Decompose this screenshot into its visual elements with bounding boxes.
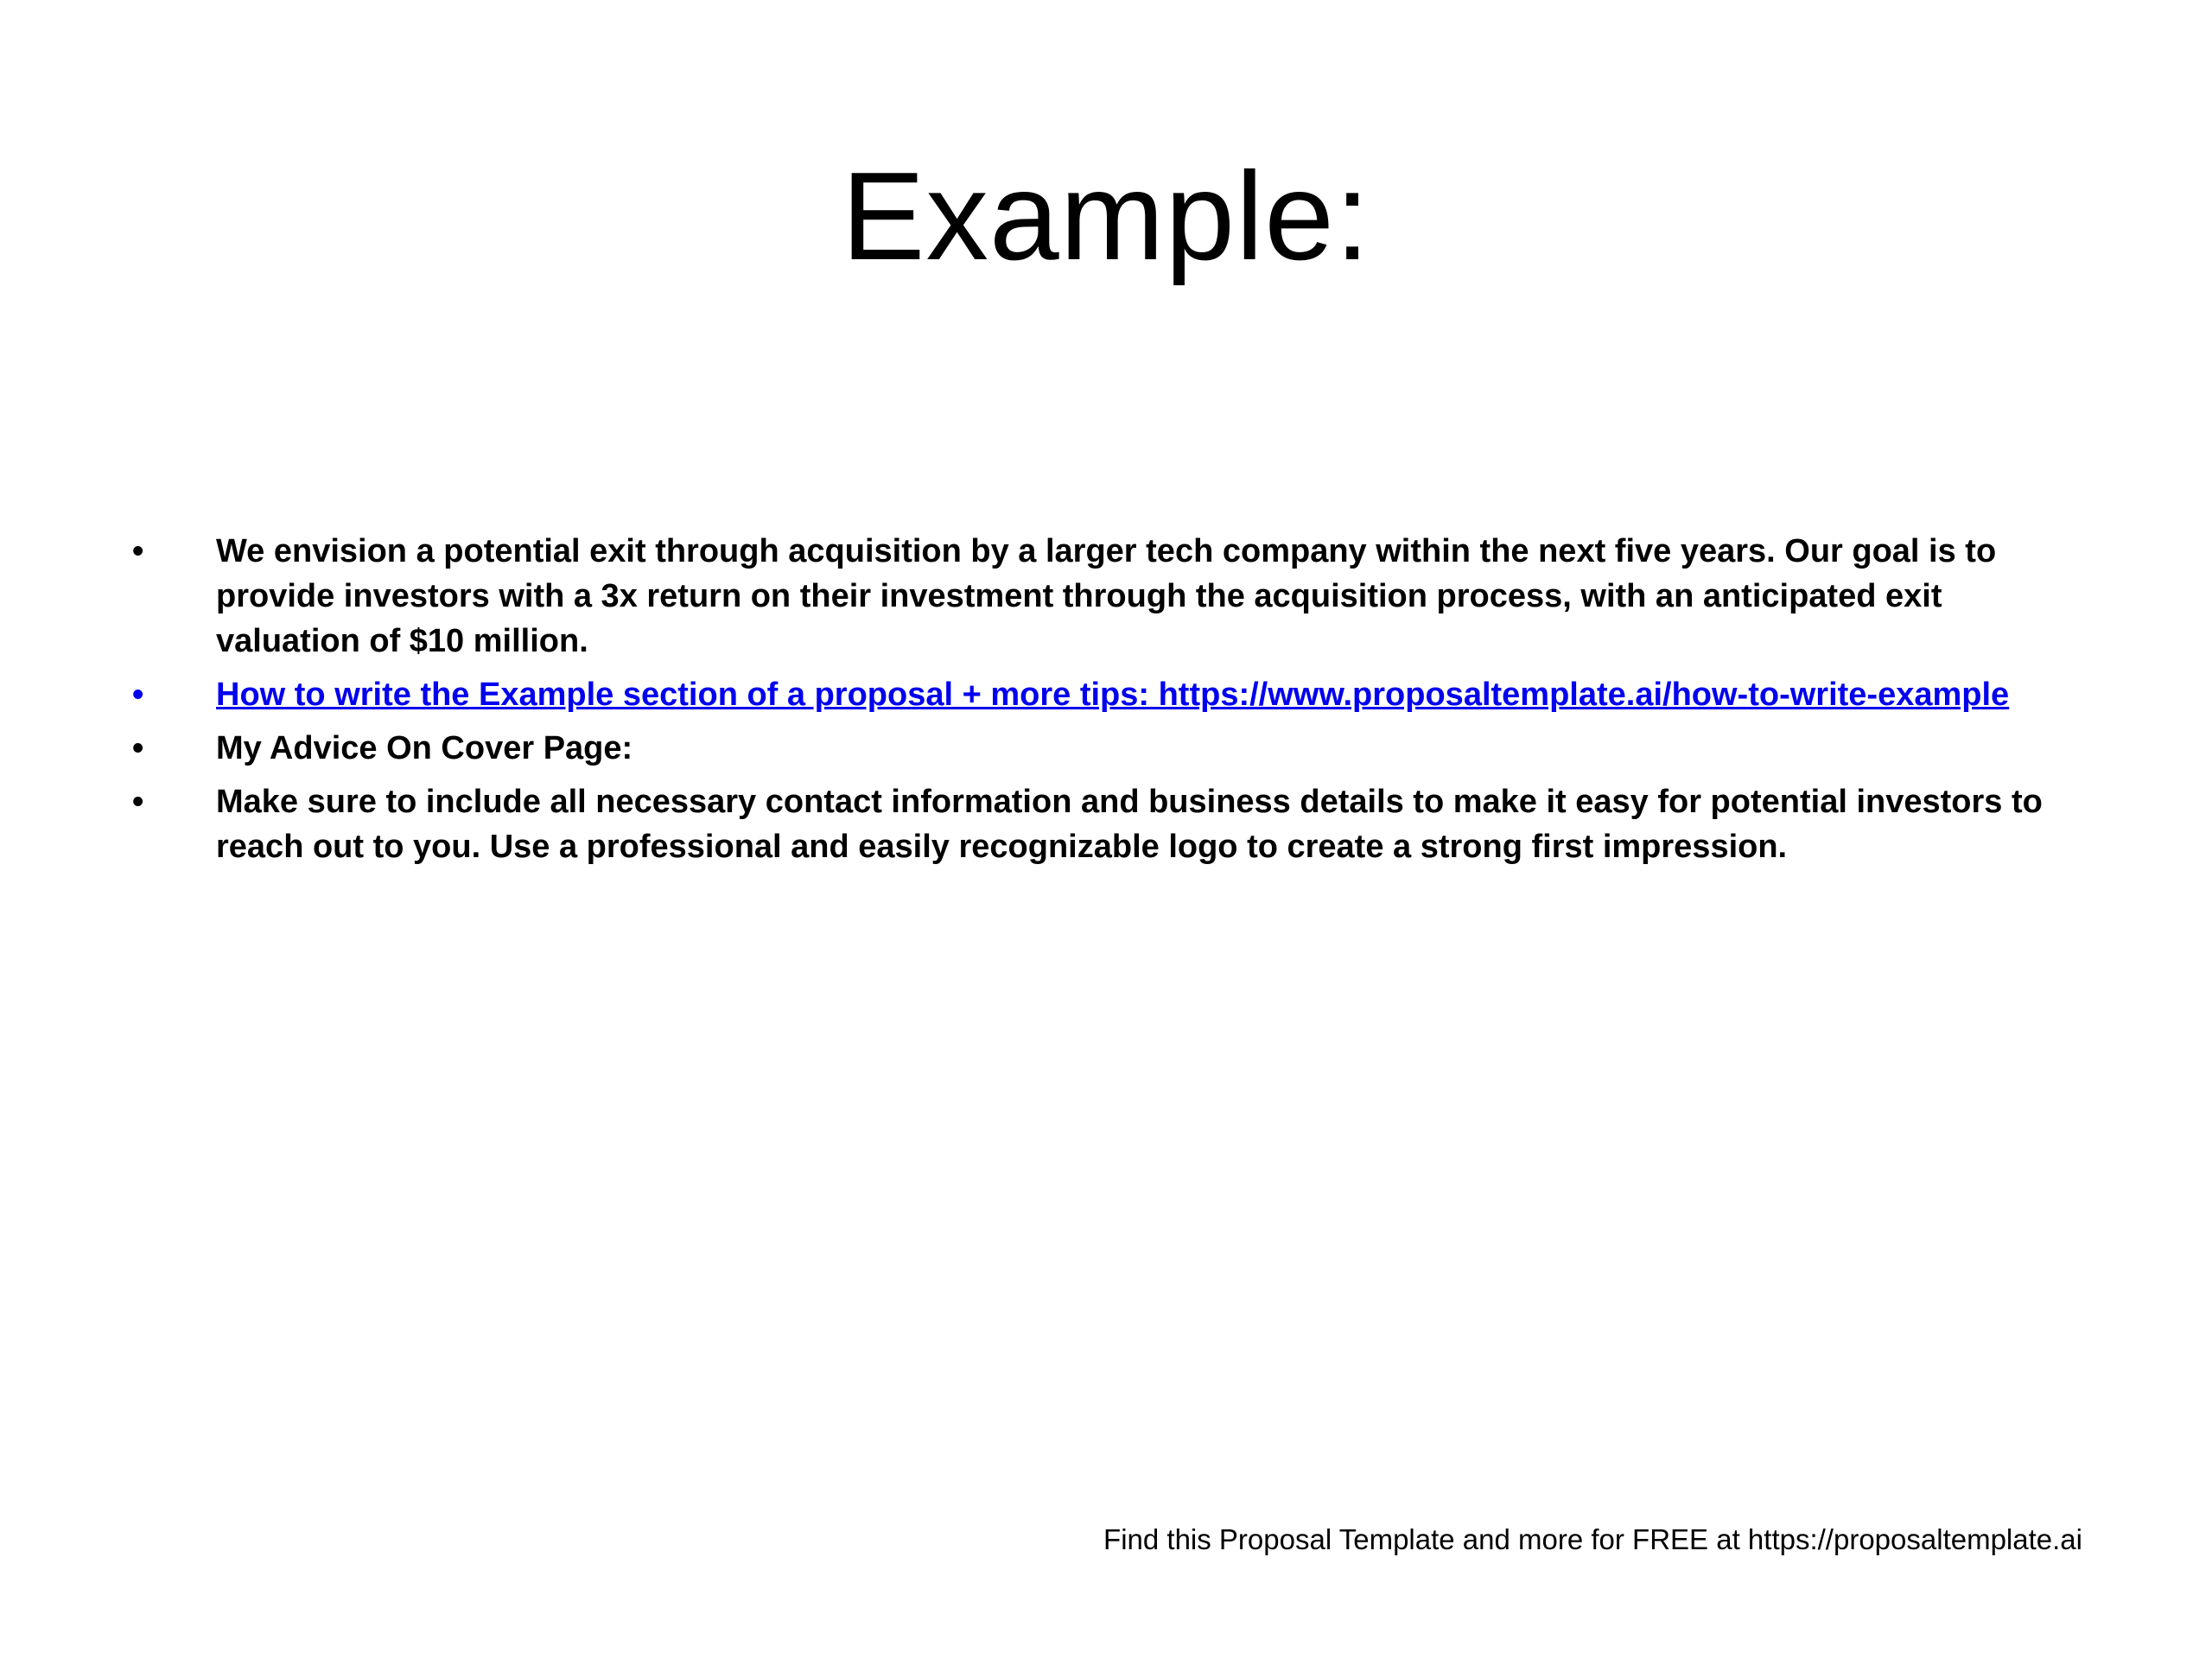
list-item [130,672,2091,717]
bullet-list [130,529,2091,878]
how-to-write-link[interactable]: How to write the Example section of a proposal + more tips: https://www.proposaltemplate.ai/how-to-write-example [216,677,2010,713]
list-item [130,726,2091,771]
bullet-icon: • [132,677,144,713]
slide-title: Example: [841,146,1371,286]
bullet-icon: • [132,730,144,766]
bullet-text: Make sure to include all necessary contact information and business details to make it easy for potential investors to reach out to you. Use a professional and easily recognizable logo to create a strong first impression. [216,784,2043,865]
list-item [130,779,2091,869]
bullet-icon: • [132,784,144,820]
bullet-text: My Advice On Cover Page: [216,730,633,766]
list-item [130,529,2091,664]
bullet-text: We envision a potential exit through acquisition by a larger tech company within the next five years. Our goal is to provide investors with a 3x return on their investment through the acquisition process, with an anticipated exit valuation of $10 million. [216,533,1997,659]
bullet-icon: • [132,533,144,569]
footer-text: Find this Proposal Template and more for FREE at https://proposaltemplate.ai [1103,1523,2082,1555]
